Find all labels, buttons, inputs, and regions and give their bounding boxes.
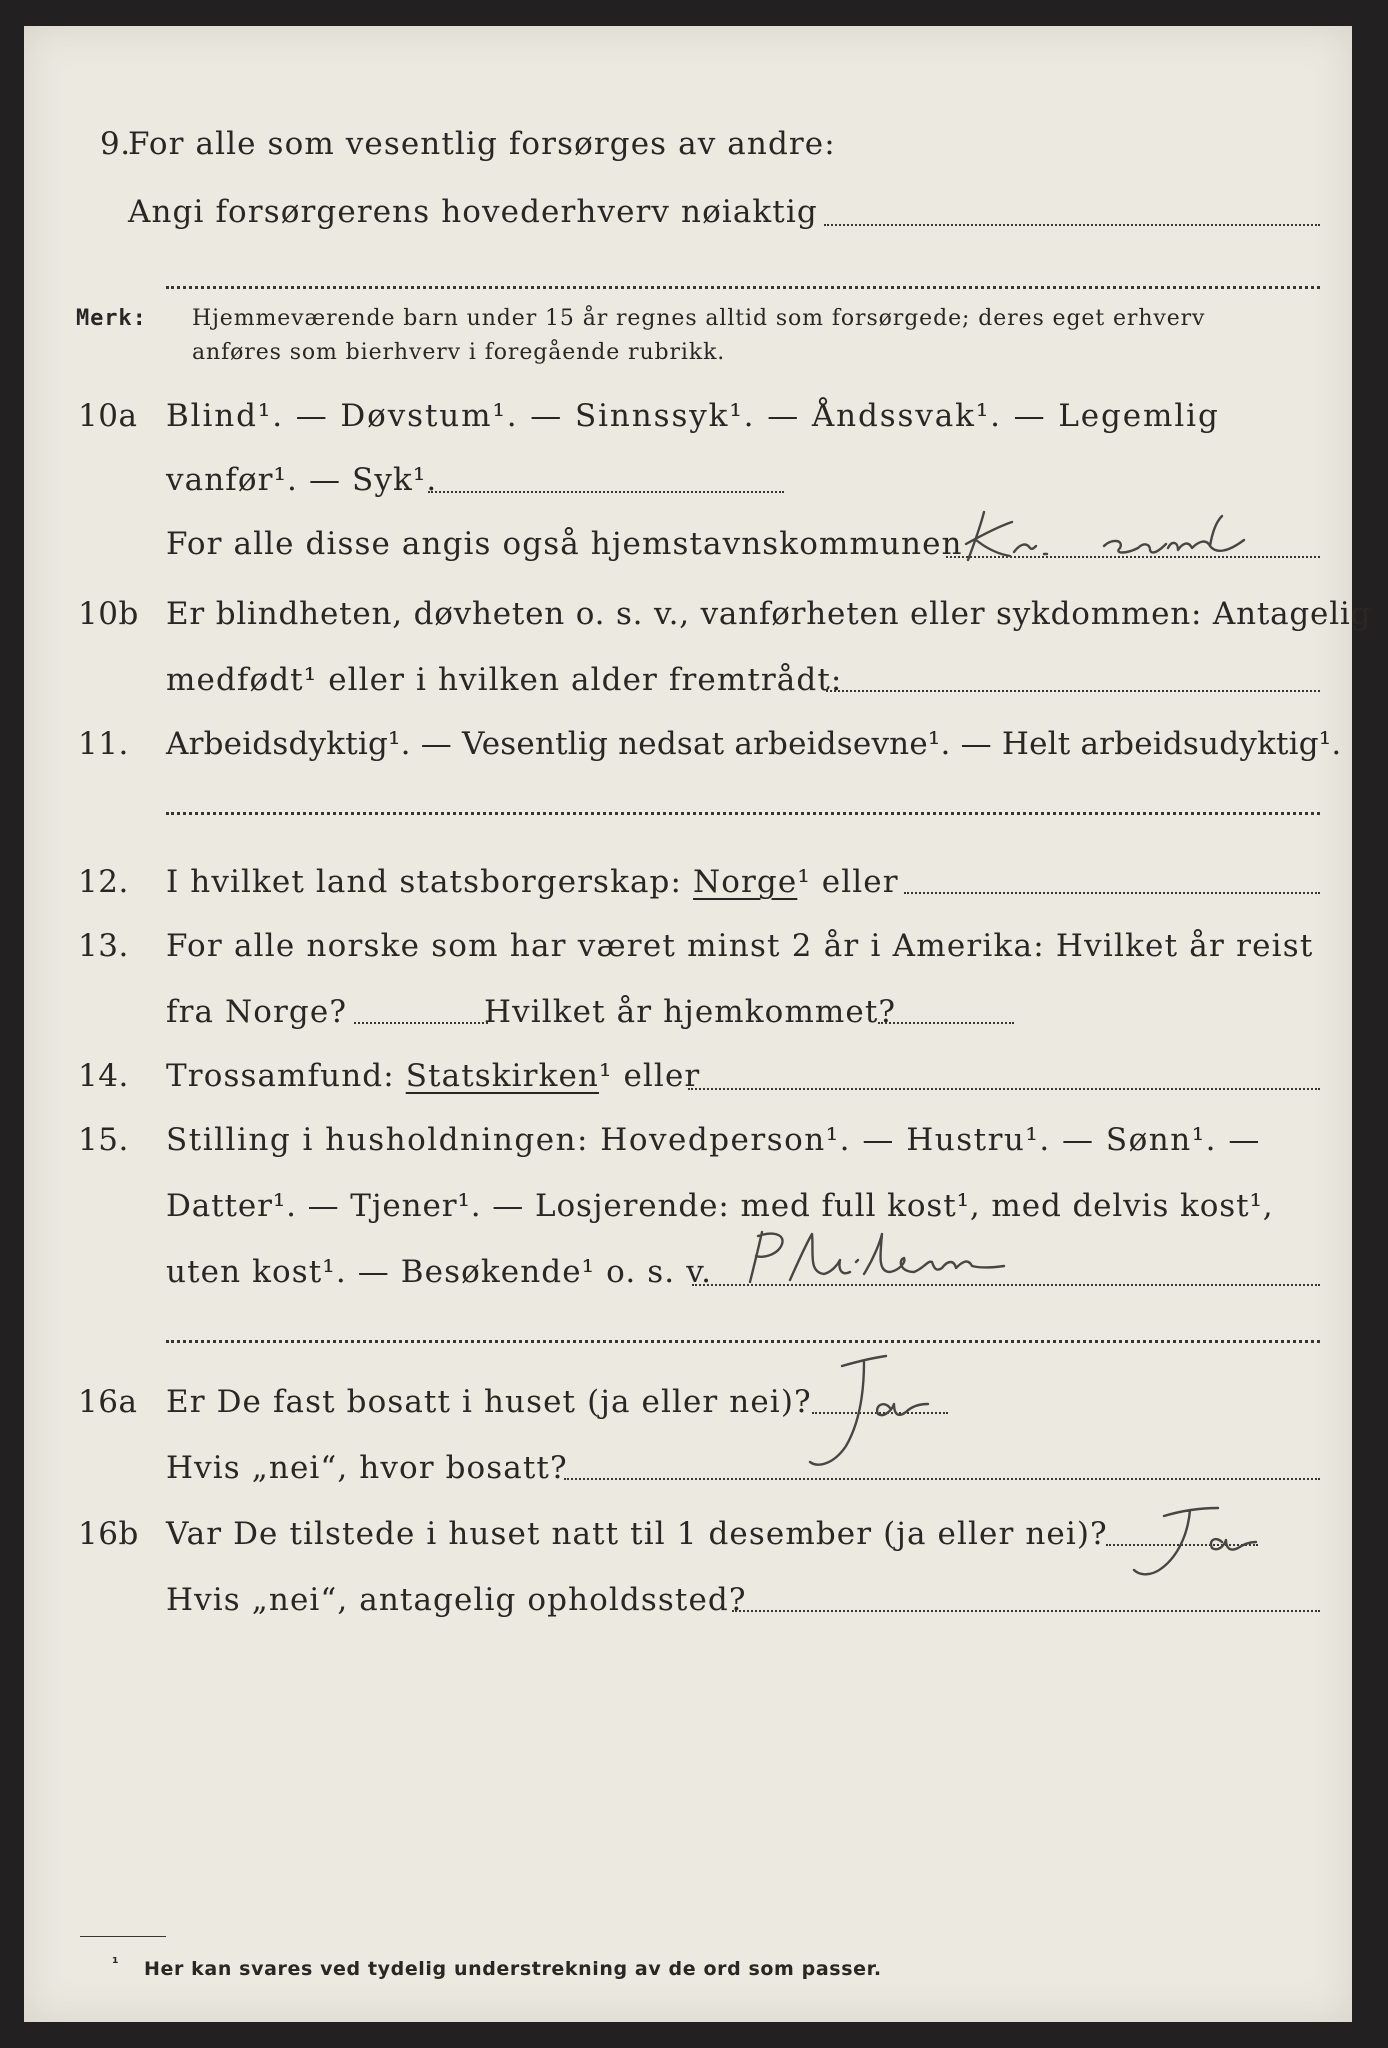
q15-line1: Stilling i husholdningen: Hovedperson¹. — Hustru¹. — Sønn¹. —: [166, 1122, 1261, 1158]
census-form-page: [24, 26, 1372, 2022]
q15-number: 15.: [78, 1122, 129, 1158]
q14-option-statskirken[interactable]: Statskirken: [405, 1058, 599, 1094]
q15-handwritten-answer: [728, 1222, 1028, 1294]
q13-hjemkommet-line[interactable]: [878, 1022, 1014, 1024]
q16b-number: 16b: [78, 1516, 139, 1552]
q10a-line1: Blind¹. — Døvstum¹. — Sinnssyk¹. — Åndssvak¹. — Legemlig: [166, 398, 1220, 434]
q16b-opholdssted-line[interactable]: [732, 1610, 1320, 1612]
q9-line2: Angi forsørgerens hovederhverv nøiaktig: [128, 194, 818, 230]
q16a-line1: Er De fast bosatt i huset (ja eller nei)?: [166, 1384, 812, 1420]
q12-suffix: ¹ eller: [797, 864, 899, 900]
q10a-line3: For alle disse angis også hjemstavnskommunen: [166, 526, 963, 562]
q11-number: 11.: [78, 726, 129, 762]
footnote-rule: [80, 1936, 166, 1937]
q14-line: [166, 1058, 700, 1094]
q12-line: [166, 864, 899, 900]
q10b-line1: Er blindheten, døvheten o. s. v., vanførheten eller sykdommen: Antagelig: [166, 596, 1372, 632]
q9-answer-line-1[interactable]: [824, 224, 1320, 226]
q13-line2a: fra Norge?: [166, 994, 348, 1030]
q16b-line1: Var De tilstede i huset natt til 1 desember (ja eller nei)?: [166, 1516, 1108, 1552]
q9-line1: For alle som vesentlig forsørges av andre:: [128, 126, 836, 162]
q11-answer-line[interactable]: [166, 812, 1320, 815]
q10a-number: 10a: [78, 398, 138, 434]
q12-answer-line[interactable]: [904, 892, 1320, 894]
q14-prefix: Trossamfund:: [166, 1058, 395, 1094]
q15-extra-line[interactable]: [166, 1340, 1320, 1343]
q9-answer-line-2[interactable]: [166, 286, 1320, 289]
q10a-handwritten-answer: [954, 504, 1274, 570]
q15-line3: uten kost¹. — Besøkende¹ o. s. v.: [166, 1254, 713, 1290]
q16b-handwritten-answer: [1114, 1494, 1284, 1590]
q16a-number: 16a: [78, 1384, 138, 1420]
q14-number: 14.: [78, 1058, 129, 1094]
q10a-syk-line[interactable]: [428, 491, 784, 493]
q16a-line2: Hvis „nei“, hvor bosatt?: [166, 1450, 568, 1486]
q12-number: 12.: [78, 864, 129, 900]
footnote-text: Her kan svares ved tydelig understrekning av de ord som passer.: [144, 1958, 882, 1980]
q16a-handwritten-answer: [794, 1352, 964, 1482]
q10b-line2: medfødt¹ eller i hvilken alder fremtrådt:: [166, 662, 843, 698]
q11-line1: Arbeidsdyktig¹. — Vesentlig nedsat arbeidsevne¹. — Helt arbeidsudyktig¹.: [166, 726, 1342, 762]
q13-reist-line[interactable]: [354, 1022, 488, 1024]
q10b-answer-line[interactable]: [826, 690, 1320, 692]
footnote-mark: ¹: [112, 1954, 120, 1972]
q9-number: 9.: [100, 126, 131, 162]
merk-label: Merk:: [76, 306, 147, 331]
q10a-line2: vanfør¹. — Syk¹.: [166, 462, 438, 498]
q16a-bosatt-line[interactable]: [564, 1478, 1320, 1480]
q10b-number: 10b: [78, 596, 139, 632]
q14-suffix: ¹ eller: [598, 1058, 701, 1094]
q13-line1: For alle norske som har været minst 2 år i Amerika: Hvilket år reist: [166, 928, 1314, 964]
q16b-line2: Hvis „nei“, antagelig opholdssted?: [166, 1582, 747, 1618]
q13-number: 13.: [78, 928, 129, 964]
q15-line2: Datter¹. — Tjener¹. — Losjerende: med full kost¹, med delvis kost¹,: [166, 1188, 1274, 1224]
q12-option-norge[interactable]: Norge: [693, 864, 798, 900]
q14-answer-line[interactable]: [688, 1088, 1320, 1090]
merk-line2: anføres som bierhverv i foregående rubrikk.: [192, 340, 726, 365]
q13-line2b: Hvilket år hjemkommet?: [484, 994, 897, 1030]
merk-line1: Hjemmeværende barn under 15 år regnes alltid som forsørgede; deres eget erhverv: [192, 306, 1206, 331]
q12-prefix: I hvilket land statsborgerskap:: [166, 864, 683, 900]
